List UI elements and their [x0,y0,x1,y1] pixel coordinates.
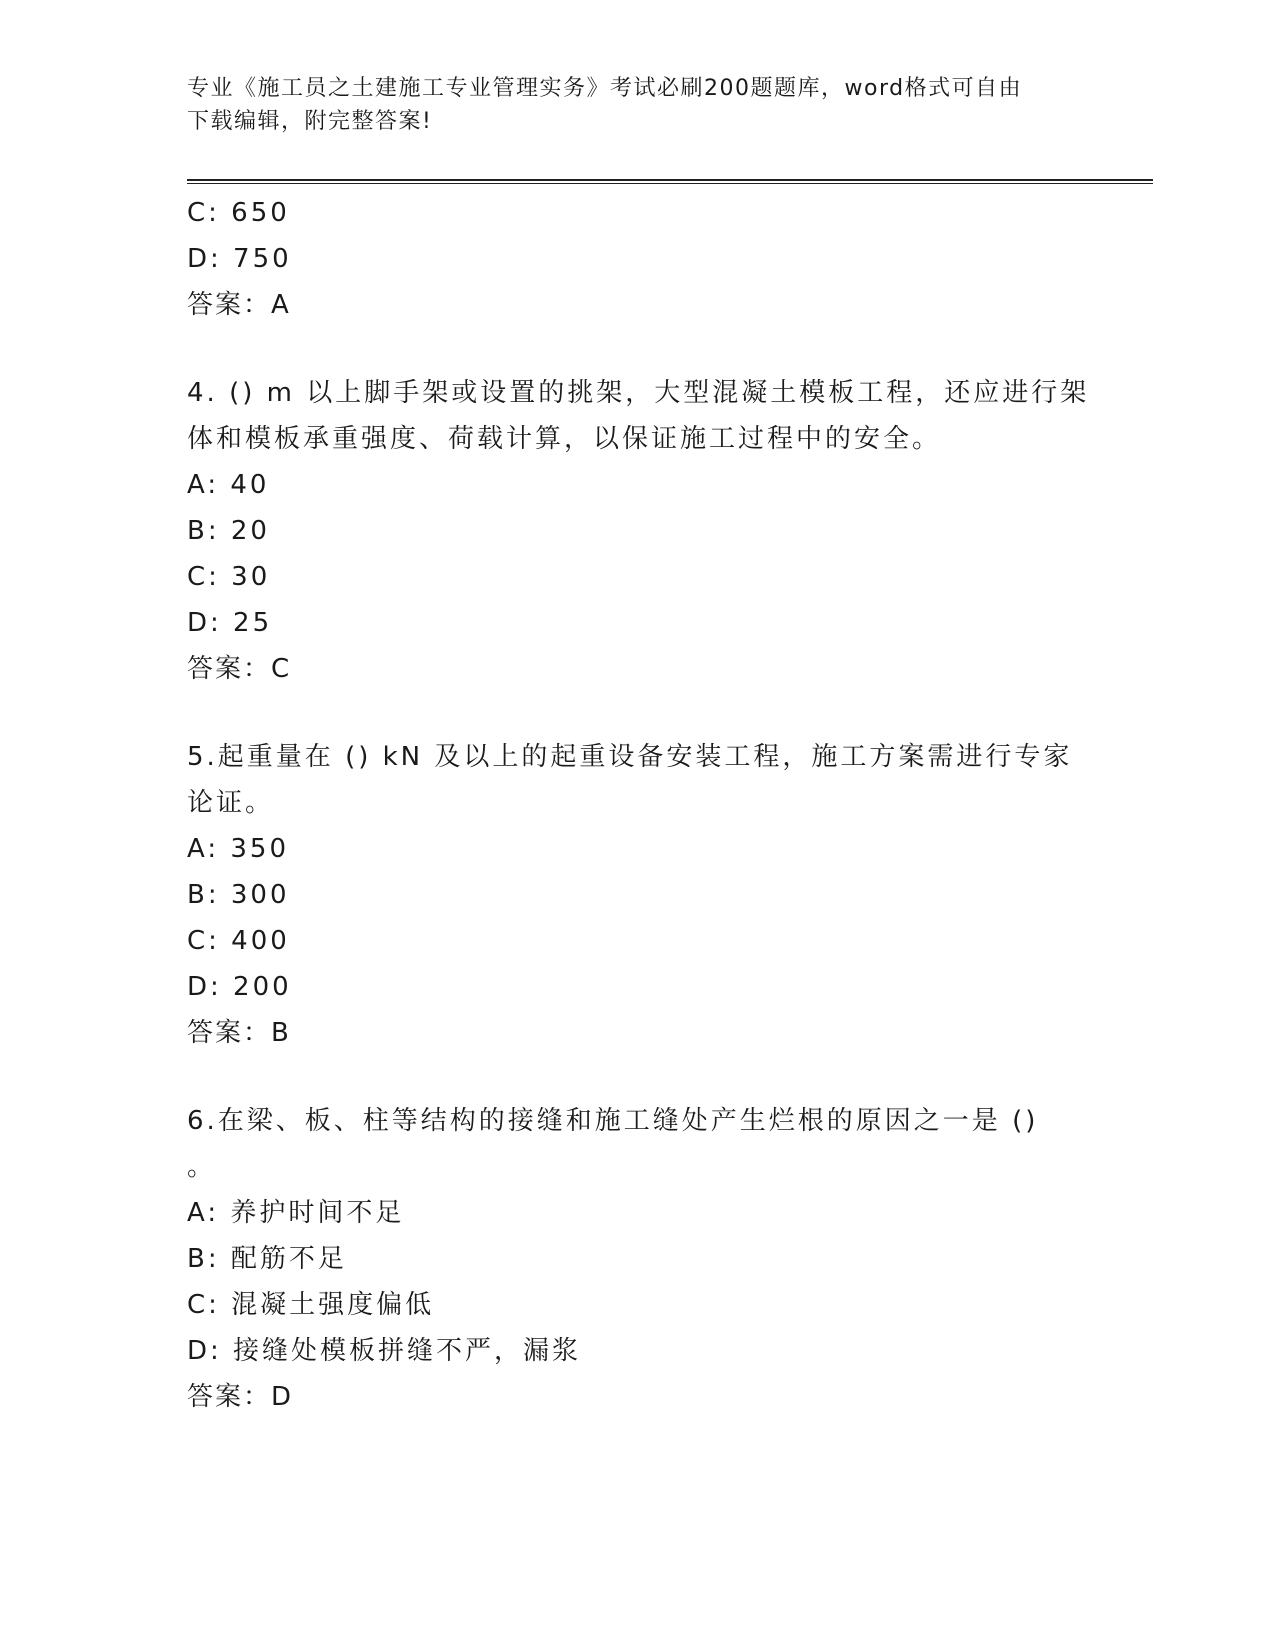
option-b: B: 配筋不足 [187,1244,347,1274]
question-stem-line: 论证。 [187,788,275,818]
option-b: B: 20 [187,516,270,546]
question-4 [187,370,1090,692]
option-d: D: 25 [187,608,273,638]
question-5 [187,734,1087,1056]
option-d: D: 接缝处模板拼缝不严，漏浆 [187,1336,582,1366]
document-header [187,72,1087,138]
answer-line: 答案：C [187,654,292,684]
option-c: C: 400 [187,926,290,956]
option-a: A: 350 [187,834,289,864]
spacer [187,1056,1087,1098]
option-d: D: 200 [187,972,292,1002]
option-a: A: 养护时间不足 [187,1198,405,1228]
question-stem-line: 4. () m 以上脚手架或设置的挑架，大型混凝土模板工程，还应进行架 [187,378,1090,408]
question-list [187,190,1090,1420]
spacer [187,328,1087,370]
header-divider-thick [187,179,1153,181]
question-stem-line: 6.在梁、板、柱等结构的接缝和施工缝处产生烂根的原因之一是 () [187,1106,1039,1136]
header-line-1: 专业《施工员之土建施工专业管理实务》考试必刷200题题库，word格式可自由 [187,76,1023,101]
option-c: C: 30 [187,562,271,592]
header-line-2: 下载编辑，附完整答案! [187,109,433,134]
answer-line: 答案：A [187,290,291,320]
spacer [187,692,1087,734]
question-stem-line: 。 [187,1152,217,1182]
option-b: B: 300 [187,880,290,910]
answer-line: 答案：B [187,1018,291,1048]
option-c: C: 650 [187,198,290,228]
question-stem-line: 体和模板承重强度、荷载计算，以保证施工过程中的安全。 [187,424,942,454]
question-6 [187,1098,1087,1420]
option-c: C: 混凝土强度偏低 [187,1290,435,1320]
option-a: A: 40 [187,470,270,500]
header-divider-thin [187,183,1153,184]
question-fragment [187,190,1087,328]
answer-line: 答案：D [187,1382,294,1412]
question-stem-line: 5.起重量在 () kN 及以上的起重设备安装工程，施工方案需进行专家 [187,742,1073,772]
option-d: D: 750 [187,244,292,274]
